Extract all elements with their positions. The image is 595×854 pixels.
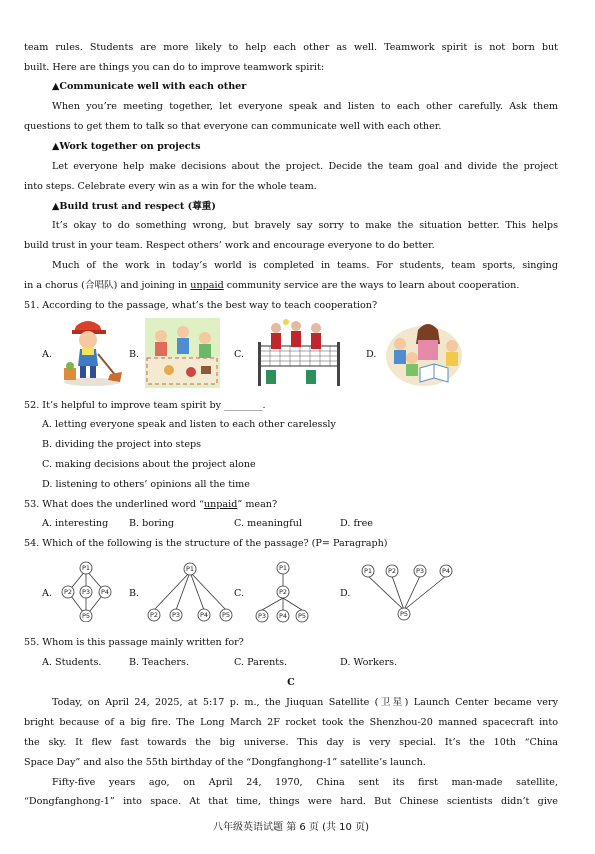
q55-option-d[interactable]: D. Workers. xyxy=(340,657,398,668)
passage-line: into steps. Celebrate every win as a win for the whole team. xyxy=(24,181,317,192)
svg-text:P5: P5 xyxy=(399,610,409,618)
question-52: 52. It’s helpful to improve team spirit by ________. xyxy=(24,400,266,411)
svg-text:P2: P2 xyxy=(278,588,288,596)
section-heading: ▲Work together on projects xyxy=(52,141,201,152)
q54-option-c[interactable]: C. xyxy=(234,588,245,599)
q55-option-b[interactable]: B. Teachers. xyxy=(129,657,189,668)
q51-option-b[interactable]: B. xyxy=(129,349,140,360)
q53-option-d[interactable]: D. free xyxy=(340,518,373,529)
structure-diagram-c xyxy=(252,560,314,624)
svg-text:P4: P4 xyxy=(278,612,288,620)
volleyball-picture xyxy=(256,318,342,388)
passage-line: Much of the work in today’s world is completed in teams. For students, team sports, singing xyxy=(52,260,558,271)
question-51: 51. According to the passage, what’s the best way to teach cooperation? xyxy=(24,300,378,311)
q55-option-c[interactable]: C. Parents. xyxy=(234,657,288,668)
passage-line: the sky. It flew fast towards the big universe. This day is very special. It’s the 10th “China xyxy=(24,737,558,748)
q51-option-a[interactable]: A. xyxy=(42,349,52,360)
structure-diagram-a xyxy=(55,560,117,622)
q53-option-c[interactable]: C. meaningful xyxy=(234,518,302,529)
svg-text:P3: P3 xyxy=(415,567,425,575)
svg-text:P5: P5 xyxy=(221,611,231,619)
passage-line: It’s okay to do something wrong, but bravely say sorry to make the situation better. This helps xyxy=(52,220,558,231)
svg-text:P1: P1 xyxy=(81,564,91,572)
svg-text:P3: P3 xyxy=(81,588,91,596)
svg-text:P5: P5 xyxy=(81,612,91,620)
svg-text:P3: P3 xyxy=(257,612,267,620)
q51-option-d[interactable]: D. xyxy=(366,349,377,360)
q52-option-c[interactable]: C. making decisions about the project alone xyxy=(42,459,256,470)
passage-line: Fifty-five years ago, on April 24, 1970, China sent its first man-made satellite, xyxy=(52,777,558,788)
teacher-reading-picture xyxy=(384,318,462,388)
section-heading: ▲Communicate well with each other xyxy=(52,81,247,92)
svg-text:P5: P5 xyxy=(297,612,307,620)
picnic-picture xyxy=(145,318,220,388)
q54-option-a[interactable]: A. xyxy=(42,588,52,599)
svg-text:P4: P4 xyxy=(100,588,110,596)
passage-line: “Dongfanghong-1” into space. At that time, things were hard. But Chinese scientists didn’t give xyxy=(24,796,558,807)
structure-diagram-b xyxy=(142,560,236,624)
passage-line: in a chorus (合唱队) and joining in unpaid community service are the ways to learn about cooperation. xyxy=(24,280,520,291)
svg-text:P2: P2 xyxy=(63,588,73,596)
svg-text:P2: P2 xyxy=(149,611,159,619)
passage-line: questions to get them to talk so that everyone can communicate well with each other. xyxy=(24,121,442,132)
q54-option-b[interactable]: B. xyxy=(129,588,140,599)
svg-text:P4: P4 xyxy=(199,611,209,619)
section-label: C xyxy=(287,677,295,688)
q54-option-d[interactable]: D. xyxy=(340,588,351,599)
passage-line: When you’re meeting together, let everyone speak and listen to each other carefully. Ask them xyxy=(52,101,558,112)
underlined-word: unpaid xyxy=(190,280,224,291)
question-55: 55. Whom is this passage mainly written for? xyxy=(24,637,244,648)
structure-diagram-d xyxy=(356,560,460,624)
svg-text:P2: P2 xyxy=(387,567,397,575)
passage-line: build trust in your team. Respect others’ work and encourage everyone to do better. xyxy=(24,240,435,251)
passage-line: Today, on April 24, 2025, at 5:17 p. m., the Jiuquan Satellite (卫星) Launch Center became very xyxy=(52,697,558,708)
q51-option-c[interactable]: C. xyxy=(234,349,245,360)
q55-option-a[interactable]: A. Students. xyxy=(42,657,102,668)
passage-line: bright because of a big fire. The Long March 2F rocket took the Shenzhou-20 manned spacecraft into xyxy=(24,717,558,728)
svg-text:P4: P4 xyxy=(441,567,451,575)
svg-text:P1: P1 xyxy=(185,565,195,573)
q53-option-a[interactable]: A. interesting xyxy=(42,518,109,529)
passage-line: Space Day” and also the 55th birthday of the “Dongfanghong-1” satellite’s launch. xyxy=(24,757,426,768)
svg-text:P1: P1 xyxy=(278,564,288,572)
q53-option-b[interactable]: B. boring xyxy=(129,518,175,529)
section-heading: ▲Build trust and respect (尊重) xyxy=(52,201,216,212)
q52-option-d[interactable]: D. listening to others’ opinions all the time xyxy=(42,479,250,490)
svg-text:P1: P1 xyxy=(363,567,373,575)
question-53: 53. What does the underlined word “unpaid” mean? xyxy=(24,499,278,510)
passage-line: built. Here are things you can do to improve teamwork spirit: xyxy=(24,62,325,73)
passage-line: Let everyone help make decisions about the project. Decide the team goal and divide the project xyxy=(52,161,558,172)
child-sweeping-picture xyxy=(58,318,126,388)
page-footer: 八年级英语试题 第 6 页 (共 10 页) xyxy=(213,822,369,833)
question-54: 54. Which of the following is the structure of the passage? (P= Paragraph) xyxy=(24,538,388,549)
q52-option-a[interactable]: A. letting everyone speak and listen to each other carelessly xyxy=(42,419,336,430)
passage-line: team rules. Students are more likely to help each other as well. Teamwork spirit is not born but xyxy=(24,42,558,53)
q52-option-b[interactable]: B. dividing the project into steps xyxy=(42,439,202,450)
svg-text:P3: P3 xyxy=(171,611,181,619)
